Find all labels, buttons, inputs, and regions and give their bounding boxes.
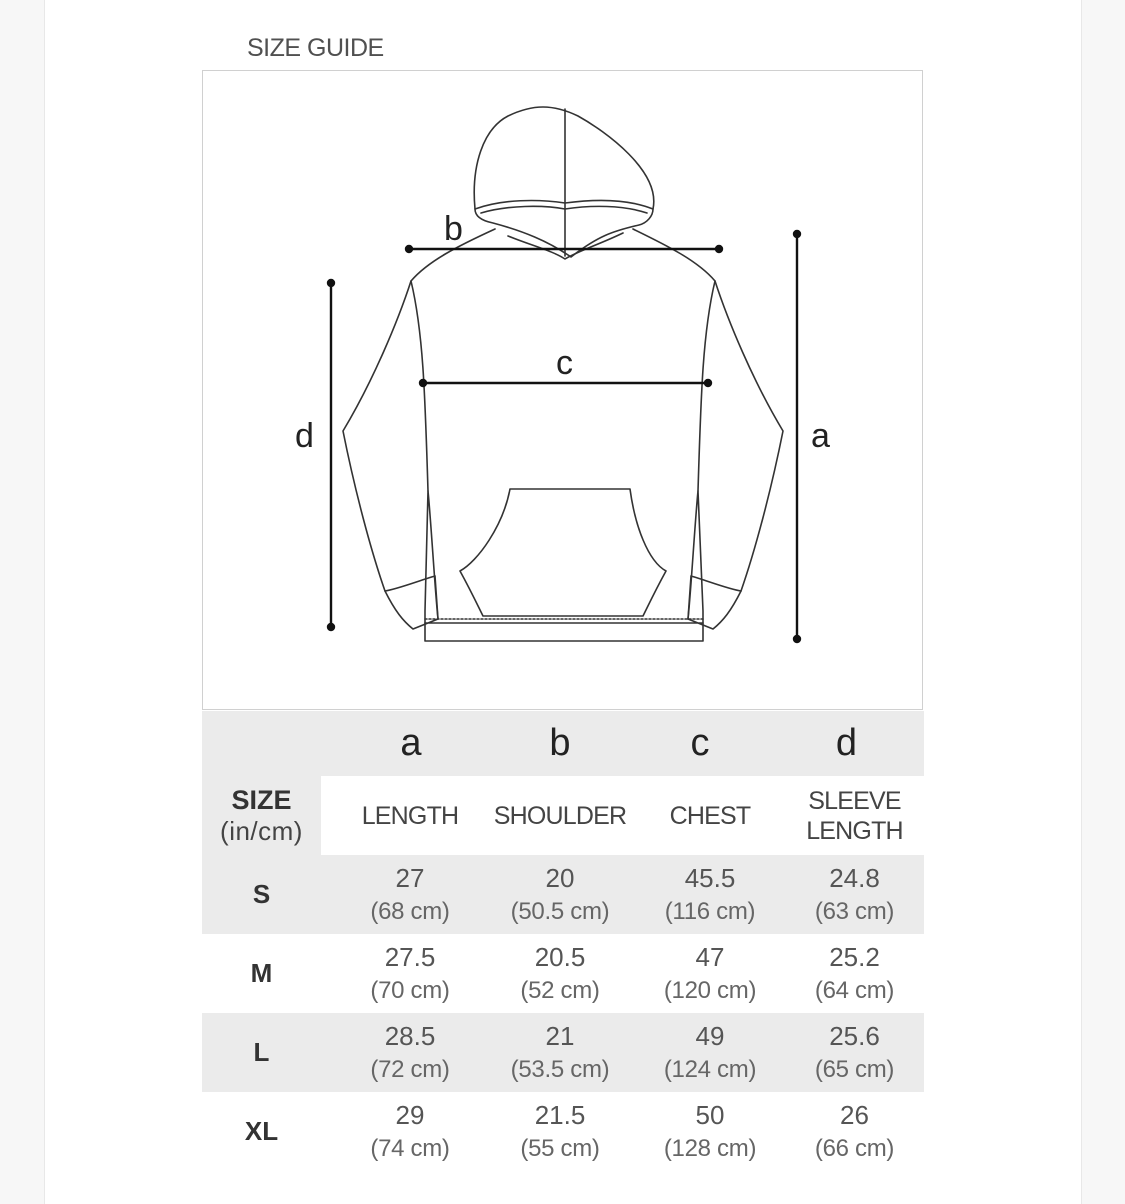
size-header-label: SIZE (231, 784, 292, 815)
value-cm: (64 cm) (814, 976, 895, 1004)
table-header-row (202, 776, 924, 855)
size-label: M (250, 958, 273, 988)
value-in: 20.5 (534, 941, 586, 972)
hoodie-diagram (202, 70, 923, 710)
hood-inner (481, 206, 647, 213)
value-in: 29 (395, 1099, 425, 1130)
col-sleeve-line1: SLEEVE (808, 786, 901, 815)
value-cm: (55 cm) (520, 1134, 600, 1162)
value-in: 27.5 (384, 941, 436, 972)
right-cuff (688, 576, 741, 619)
value-in: 27 (395, 862, 425, 893)
value-in: 26 (840, 1099, 869, 1130)
table-row (202, 855, 924, 934)
value-cm: (124 cm) (663, 1055, 757, 1083)
hood-outline (474, 107, 654, 209)
left-cuff (385, 576, 438, 619)
table-row (202, 1013, 924, 1092)
size-header (202, 776, 321, 855)
table-row (202, 1092, 924, 1171)
value-cm: (116 cm) (664, 897, 756, 925)
letter-a: a (400, 722, 422, 764)
value-in: 25.6 (829, 1020, 880, 1051)
value-in: 20 (545, 862, 575, 893)
hoodie-body (343, 229, 783, 629)
value-cm: (53.5 cm) (510, 1055, 610, 1083)
value-cm: (128 cm) (663, 1134, 757, 1162)
size-label: S (252, 879, 271, 909)
letter-d: d (835, 722, 858, 764)
size-label: XL (244, 1116, 279, 1146)
value-in: 24.8 (829, 862, 880, 893)
value-in: 25.2 (829, 941, 880, 972)
size-label: L (253, 1037, 270, 1067)
value-in: 45.5 (684, 862, 736, 893)
page-title: SIZE GUIDE (247, 34, 384, 62)
value-cm: (52 cm) (520, 976, 600, 1004)
value-cm: (65 cm) (814, 1055, 895, 1083)
waistband (425, 623, 703, 641)
value-in: 21 (545, 1020, 575, 1051)
value-in: 50 (695, 1099, 725, 1130)
label-b: b (444, 210, 463, 248)
value-in: 49 (695, 1020, 725, 1051)
value-cm: (70 cm) (370, 976, 450, 1004)
size-header-unit: (in/cm) (220, 815, 303, 846)
letter-c: c (690, 722, 710, 764)
col-sleeve-line2: LENGTH (806, 816, 903, 845)
value-in: 28.5 (384, 1020, 436, 1051)
value-in: 21.5 (534, 1099, 586, 1130)
value-cm: (66 cm) (814, 1134, 895, 1162)
letter-b: b (549, 722, 571, 764)
size-table (202, 711, 924, 1171)
col-shoulder: SHOULDER (493, 801, 627, 830)
label-a: a (811, 417, 830, 455)
label-d: d (295, 417, 314, 455)
pouch-pocket (460, 489, 666, 616)
value-cm: (72 cm) (370, 1055, 450, 1083)
value-cm: (63 cm) (814, 897, 895, 925)
value-cm: (50.5 cm) (510, 897, 610, 925)
hoodie-illustration (203, 71, 924, 711)
col-length: LENGTH (361, 801, 459, 830)
col-sleeve-length (785, 776, 924, 855)
table-row (202, 934, 924, 1013)
value-cm: (74 cm) (370, 1134, 450, 1162)
col-chest: CHEST (669, 801, 751, 830)
value-in: 47 (695, 941, 725, 972)
label-c: c (556, 344, 573, 382)
value-cm: (120 cm) (663, 976, 757, 1004)
table-letter-row (202, 711, 924, 776)
value-cm: (68 cm) (370, 897, 450, 925)
